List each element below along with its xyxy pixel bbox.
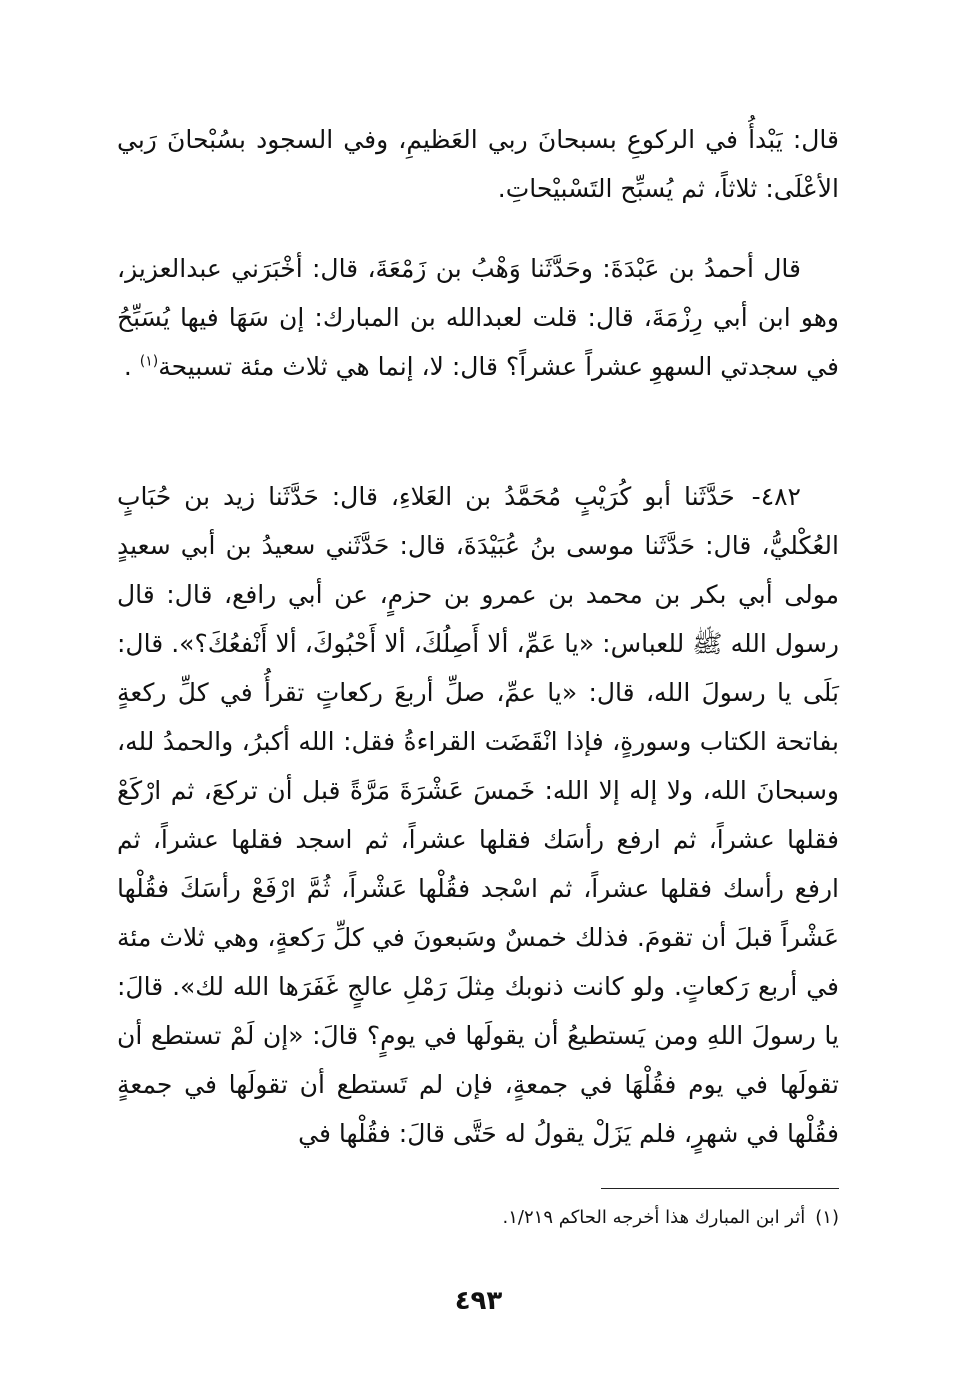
footnote-text: أثر ابن المبارك هذا أخرجه الحاكم ١/٢١٩. bbox=[502, 1207, 806, 1228]
paragraph-ahmad-ibn-abda bbox=[117, 244, 839, 391]
footnote-number: (١) bbox=[815, 1207, 839, 1228]
footnote-divider bbox=[601, 1188, 839, 1189]
paragraph-text bbox=[117, 244, 839, 391]
page-number: ٤٩٣ bbox=[454, 1286, 503, 1316]
paragraph-end-mark: . bbox=[123, 352, 132, 381]
paragraph-ruku-sujud bbox=[117, 115, 839, 213]
paragraph-text: قال: يَبْدأُ في الركوعِ بسبحانَ ربي العَظيمِ، وفي السجود بسُبْحانَ رَبي الأعْلَى: ثلاثاً، ثم يُسبِّح التَسْبيْحاتِ. bbox=[117, 125, 839, 203]
footnote bbox=[117, 1203, 839, 1233]
paragraph-text bbox=[117, 472, 839, 1158]
hadith-number: ٤٨٢- bbox=[751, 482, 801, 511]
hadith-text: حَدَّثَنا أبو كُرَيْبٍ مُحَمَّدُ بن العَلاءِ، قال: حَدَّثَنا زيد بن حُبَابٍ العُكْليُّ، قال: حَدَّثَنا موسى بنُ عُبَيْدَةَ، قال: حَدَّثَني سعيدُ بن أبي سعيدٍ مولى أبي بكر بن محمد بن عمرو بن حزمٍ، عن أبي رافع، قال: قال رسول الله ﷺ للعباس: «يا عَمِّ، ألا أَصِلُكَ، ألا أَحْبُوكَ، ألا أَنْفعُكَ؟». قال: بَلَى يا رسولَ الله، قال: «يا عمِّ، صلِّ أربعَ ركعاتٍ تقرأُ في كلِّ ركعةٍ بفاتحة الكتاب وسورةٍ، فإذا انْقَضَت القراءةُ فقل: الله أكبرُ، والحمدُ لله، وسبحانَ الله، ولا إله إلا الله: خَمسَ عَشْرَةَ مَرَّةً قبل أن تركعَ، ثم ارْكَعْ فقلها عشراً، ثم ارفع رأسَك فقلها عشراً، ثم اسجد فقلها عشراً، ثم ارفع رأسك فقلها عشراً، ثم اسْجد فقُلْها عَشْراً، ثُمَّ ارْفَعْ رأسَكَ فقُلْها عَشْراً قبلَ أن تقومَ. فذلك خمسٌ وسَبعونَ في كلِّ رَكعةٍ، وهي ثلاث مئة في أربع رَكعاتٍ. ولو كانت ذنوبك مِثلَ رَمْلِ عالجٍ غَفَرَها الله لك». قالَ: يا رسولَ اللهِ ومن يَستطيعُ أن يقولَها في يومٍ؟ قالَ: «إن لَمْ تستطع أن تقولَها في يوم فقُلْهَا في جمعةٍ، فإن لم تَستطع أن تقولَها في جمعةٍ فقُلْها في شهرٍ، فلم يَزَلْ يقولُ له حَتَّى قالَ: فقُلْها في bbox=[117, 482, 839, 1148]
hadith-482 bbox=[117, 472, 839, 1158]
paragraph-body: قال أحمدُ بن عَبْدَةَ: وحَدَّثَنا وَهْبُ بن زَمْعَةَ، قال: أخْبَرَني عبدالعزيز، وهو ابن أبي رِزْمَةَ، قال: قلت لعبدالله بن المبارك: إن سَهَا فيها يُسَبِّحُ في سجدتي السهوِ عشراً عشراً؟ قال: لا، إنما هي ثلاث مئة تسبيحة bbox=[117, 254, 839, 381]
footnote-reference[interactable]: (١) bbox=[139, 353, 159, 370]
